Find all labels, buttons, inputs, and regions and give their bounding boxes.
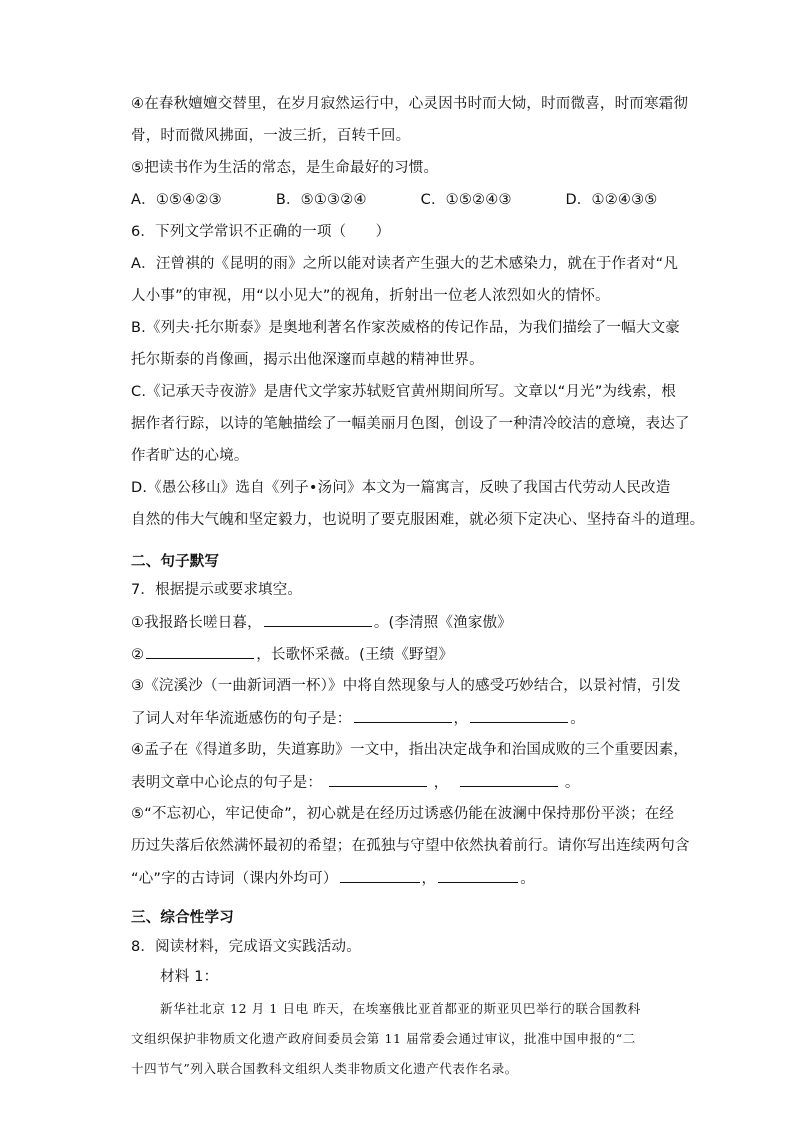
q6-option-a-line-1: A．汪曾祺的《昆明的雨》之所以能对读者产生强大的艺术感染力，就在于作者对“凡: [131, 256, 679, 272]
question-8-stem: 8．阅读材料，完成语文实践活动。: [131, 939, 361, 955]
fill-sentence-4-line-2: [131, 772, 580, 793]
question-6-stem: 6．下列文学常识不正确的一项（ ）: [131, 224, 391, 240]
fill-sentence-5-line-2: 历过失落后依然满怀最初的希望；在孤独与守望中依然执着前行。请你写出连续两句含: [131, 838, 690, 854]
material-1-line-3: 十四节气”列入联合国教科文组织人类非物质文化遗产代表作名录。: [131, 1061, 518, 1076]
fill-1-suffix: 。(李清照《渔家傲》: [373, 615, 512, 631]
option-b: B．⑤①③②④: [275, 192, 367, 208]
item-4-line-2: 骨，时而微风拂面，一波三折，百转千回。: [131, 128, 411, 144]
fill-3-prefix: 了词人对年华流逝感伤的句子是：: [131, 711, 352, 727]
fill-4-blank-1[interactable]: [329, 772, 427, 787]
q6-option-c-line-1: C.《记承天寺夜游》是唐代文学家苏轼贬官黄州期间所写。文章以“月光”为线索，根: [131, 384, 677, 400]
option-a: A．①⑤④②③: [131, 192, 222, 208]
q6-option-d-line-2: 自然的伟大气魄和坚定毅力，也说明了要克服困难，就必须下定决心、坚持奋斗的道理。: [131, 512, 705, 528]
question-7-stem: 7．根据提示或要求填空。: [131, 582, 303, 598]
fill-3-suffix: 。: [570, 711, 585, 727]
fill-5-prefix: “心”字的古诗词（课内外均可）: [131, 871, 338, 887]
fill-1-blank[interactable]: [264, 612, 372, 627]
fill-sentence-3-line-1: ③《浣溪沙（一曲新词酒一杯）》中将自然现象与人的感受巧妙结合，以景衬情，引发: [131, 678, 681, 694]
q6-option-b-line-2: 托尔斯泰的肖像画，揭示出他深邃而卓越的精神世界。: [131, 352, 484, 368]
item-5: ⑤把读书作为生活的常态，是生命最好的习惯。: [131, 160, 439, 176]
q6-option-b-line-1: B.《列夫·托尔斯泰》是奥地利著名作家茨威格的传记作品，为我们描绘了一幅大文豪: [131, 320, 680, 336]
fill-2-suffix: ，长歌怀采薇。(王绩《野望》: [256, 647, 454, 663]
fill-sentence-2: [131, 644, 453, 665]
fill-1-prefix: ①我报路长嗟日暮，: [131, 615, 262, 631]
section-2-title: 二、句子默写: [131, 554, 220, 570]
fill-sentence-5-line-3: [131, 868, 535, 889]
material-1-label: 材料 1：: [160, 969, 219, 985]
fill-2-prefix: ②: [131, 647, 145, 663]
fill-4-blank-2[interactable]: [460, 772, 558, 787]
fill-3-blank-1[interactable]: [354, 708, 452, 723]
fill-sentence-3-line-2: [131, 708, 585, 729]
options-row: [131, 190, 658, 210]
fill-5-separator: ，: [421, 871, 437, 887]
option-d: D．①②④③⑤: [565, 192, 658, 208]
fill-4-suffix: 。: [564, 775, 580, 791]
section-3-title: 三、综合性学习: [131, 910, 234, 926]
fill-4-separator: ，: [433, 775, 449, 791]
q6-option-a-line-2: 人小事”的审视，用“以小见大”的视角，折射出一位老人浓烈如火的情怀。: [131, 288, 610, 304]
q6-option-c-line-2: 据作者行踪，以诗的笔触描绘了一幅美丽月色图，创设了一种清冷皎洁的意境，表达了: [131, 416, 690, 432]
material-1-line-2: 文组织保护非物质文化遗产政府间委员会第 11 届常委会通过审议，批准中国申报的“二: [131, 1031, 636, 1046]
fill-3-separator: ，: [453, 711, 469, 727]
fill-5-suffix: 。: [520, 871, 535, 887]
item-4-line-1: ④在春秋嬗嬗交替里，在岁月寂然运行中，心灵因书时而大恸，时而微喜，时而寒霜彻: [131, 96, 689, 112]
fill-sentence-5-line-1: ⑤“不忘初心，牢记使命”，初心就是在经历过诱惑仍能在波澜中保持那份平淡；在经: [131, 806, 675, 822]
fill-sentence-1: [131, 612, 512, 633]
option-c: C．①⑤②④③: [420, 192, 512, 208]
fill-5-blank-1[interactable]: [340, 868, 420, 883]
fill-3-blank-2[interactable]: [470, 708, 568, 723]
fill-sentence-4-line-1: ④孟子在《得道多助，失道寡助》一文中，指出决定战争和治国成败的三个重要因素，: [131, 742, 689, 758]
q6-option-c-line-3: 作者旷达的心境。: [131, 448, 249, 464]
fill-4-prefix: 表明文章中心论点的句子是：: [131, 775, 323, 791]
q6-option-d-line-1: D.《愚公移山》选自《列子•汤问》本文为一篇寓言，反映了我国古代劳动人民改造: [131, 480, 671, 496]
fill-5-blank-2[interactable]: [438, 868, 518, 883]
material-1-line-1: 新华社北京 12 月 1 日电 昨天，在埃塞俄比亚首都亚的斯亚贝巴举行的联合国教科: [160, 1001, 641, 1016]
fill-2-blank[interactable]: [146, 644, 254, 659]
